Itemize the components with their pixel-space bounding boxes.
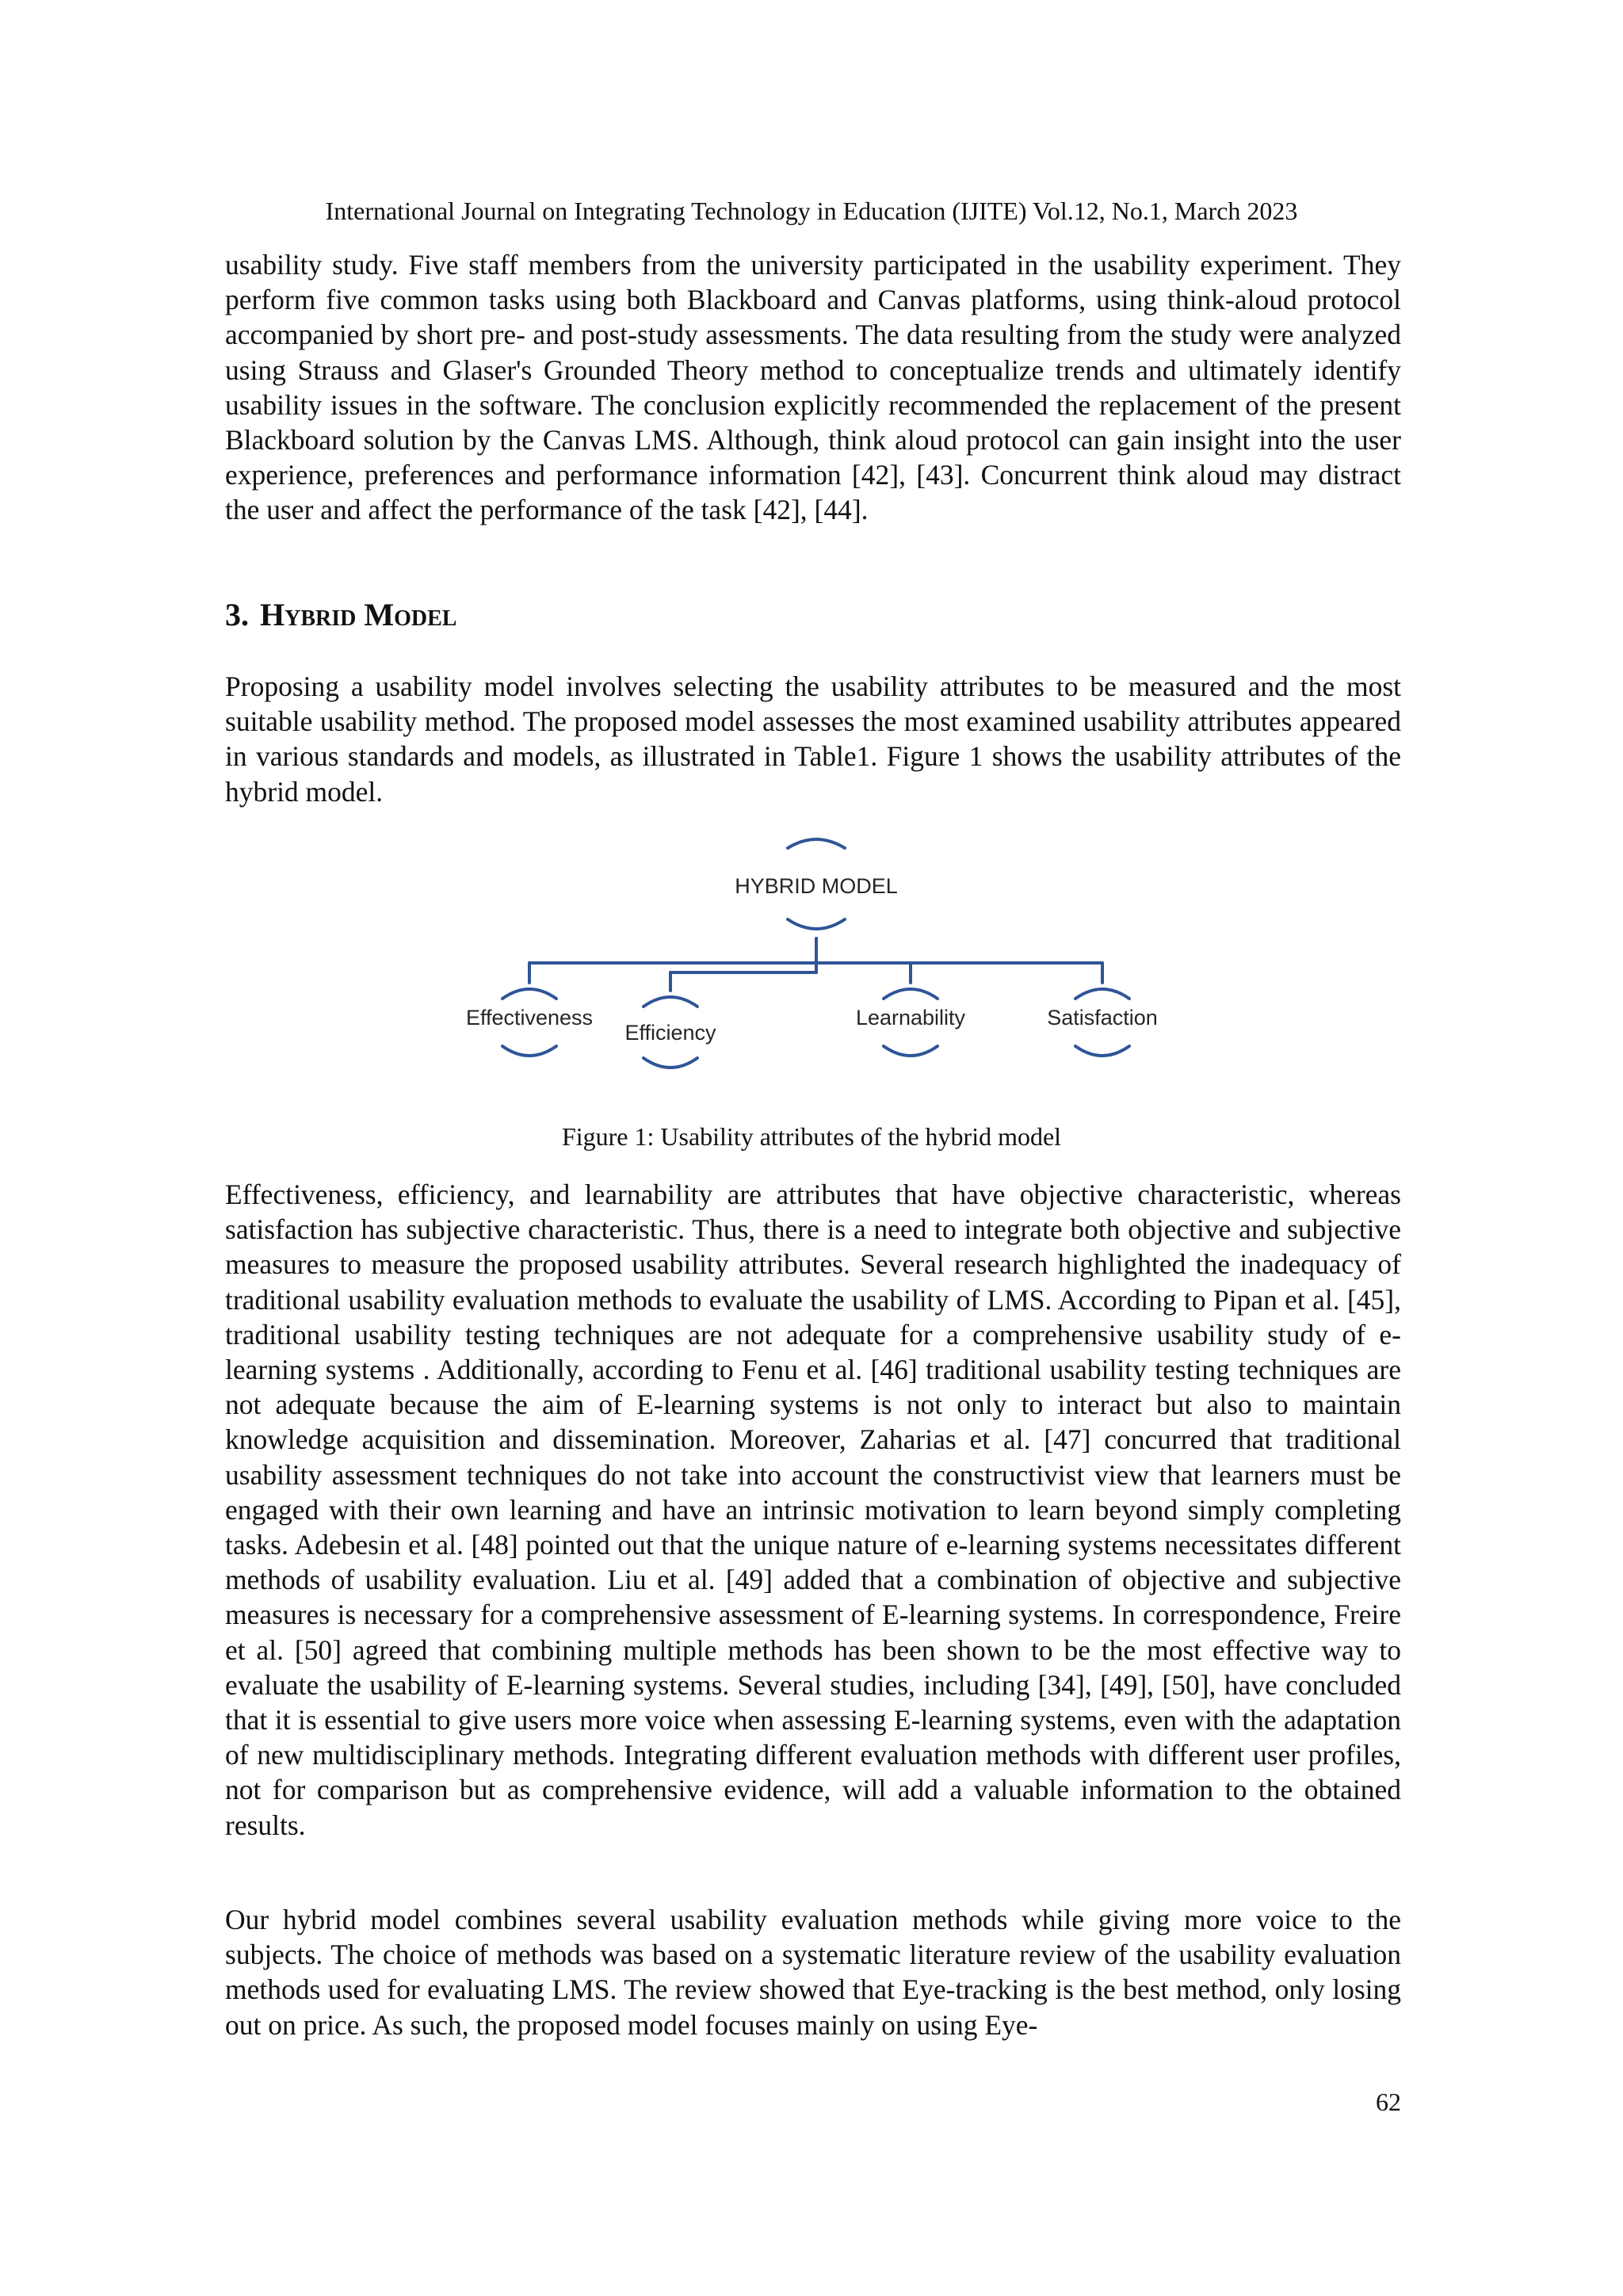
learnability-arc-bottom — [884, 1046, 938, 1056]
root-arc-top — [788, 839, 845, 848]
node-learnability: Learnability — [855, 1006, 966, 1030]
effectiveness-arc-top — [502, 989, 556, 999]
section-title: Hybrid Model — [260, 597, 457, 632]
paragraph-2: Effectiveness, efficiency, and learnability are attributes that have objective characteristic, whereas satisfaction has subjective characteristic. Thus, there is a need to integrate both objective and subjective measures to measure the proposed usability attributes. Several research highlighted the inadequacy of traditional usability evaluation methods to evaluate the usability of LMS. According to Pipan et al. [45], traditional usability testing techniques are not adequate for a comprehensive usability study of e-learning systems . Additionally, according to Fenu et al. [46] traditional usability testing techniques are not adequate because the aim of E-learning systems is not only to interact but also to maintain knowledge acquisition and dissemination. Moreover, Zaharias et al. [47] concurred that traditional usability assessment techniques do not take into account the constructivist view that learners must be engaged with their own learning and have an intrinsic motivation to learn beyond simply completing tasks. Adebesin et al. [48] pointed out that the unique nature of e-learning systems necessitates different methods of usability evaluation. Liu et al. [49] added that a combination of objective and subjective measures is necessary for a comprehensive assessment of E-learning systems. In correspondence, Freire et al. [50] agreed that combining multiple methods has been shown to be the most effective way to evaluate the usability of E-learning systems. Several studies, including [34], [49], [50], have concluded that it is essential to give users more voice when assessing E-learning systems, even with the adaptation of new multidisciplinary methods. Integrating different evaluation methods with different user profiles, not for comparison but as comprehensive evidence, will add a valuable information to the obtained results. — [225, 1179, 1401, 1841]
node-efficiency: Efficiency — [624, 1021, 716, 1045]
efficiency-arc-bottom — [643, 1058, 697, 1068]
node-effectiveness: Effectiveness — [465, 1006, 594, 1030]
hybrid-model-figure — [0, 832, 1623, 1117]
section-heading — [225, 596, 456, 634]
paragraph-3: Our hybrid model combines several usability evaluation methods while giving more voice to the subjects. The choice of methods was based on a systematic literature review of the usability evaluation methods used for evaluating LMS. The review showed that Eye-tracking is the best method, only losing out on price. As such, the proposed model focuses mainly on using Eye- — [225, 1904, 1401, 2041]
paragraph-intro: usability study. Five staff members from the university participated in the usability experiment. They perform five common tasks using both Blackboard and Canvas platforms, using think-aloud protocol accompanied by short pre- and post-study assessments. The data resulting from the study were analyzed using Strauss and Glaser's Grounded Theory method to conceptualize trends and ultimately identify usability issues in the software. The conclusion explicitly recommended the replacement of the present Blackboard solution by the Canvas LMS. Although, think aloud protocol can gain insight into the user experience, preferences and performance information [42], [43]. Concurrent think aloud may distract the user and affect the performance of the task [42], [44]. — [225, 249, 1401, 526]
learnability-arc-top — [884, 989, 938, 999]
page-number: 62 — [1376, 2088, 1401, 2116]
effectiveness-arc-bottom — [502, 1046, 556, 1056]
hierarchy-diagram — [0, 832, 1623, 1117]
satisfaction-arc-top — [1075, 989, 1129, 999]
figure-caption: Figure 1: Usability attributes of the hybrid model — [561, 1122, 1062, 1151]
node-hybrid-model: HYBRID MODEL — [735, 874, 898, 898]
running-header: International Journal on Integrating Technology in Education (IJITE) Vol.12, No.1, March 2023 — [325, 197, 1298, 225]
satisfaction-arc-bottom — [1075, 1046, 1129, 1056]
root-arc-bottom — [788, 919, 845, 929]
efficiency-arc-top — [643, 997, 697, 1007]
paragraph-1: Proposing a usability model involves selecting the usability attributes to be measured and the most suitable usability method. The proposed model assesses the most examined usability attributes appeared in various standards and models, as illustrated in Table1. Figure 1 shows the usability attributes of the hybrid model. — [225, 670, 1401, 808]
section-number: 3. — [225, 597, 249, 632]
node-satisfaction: Satisfaction — [1047, 1006, 1158, 1030]
